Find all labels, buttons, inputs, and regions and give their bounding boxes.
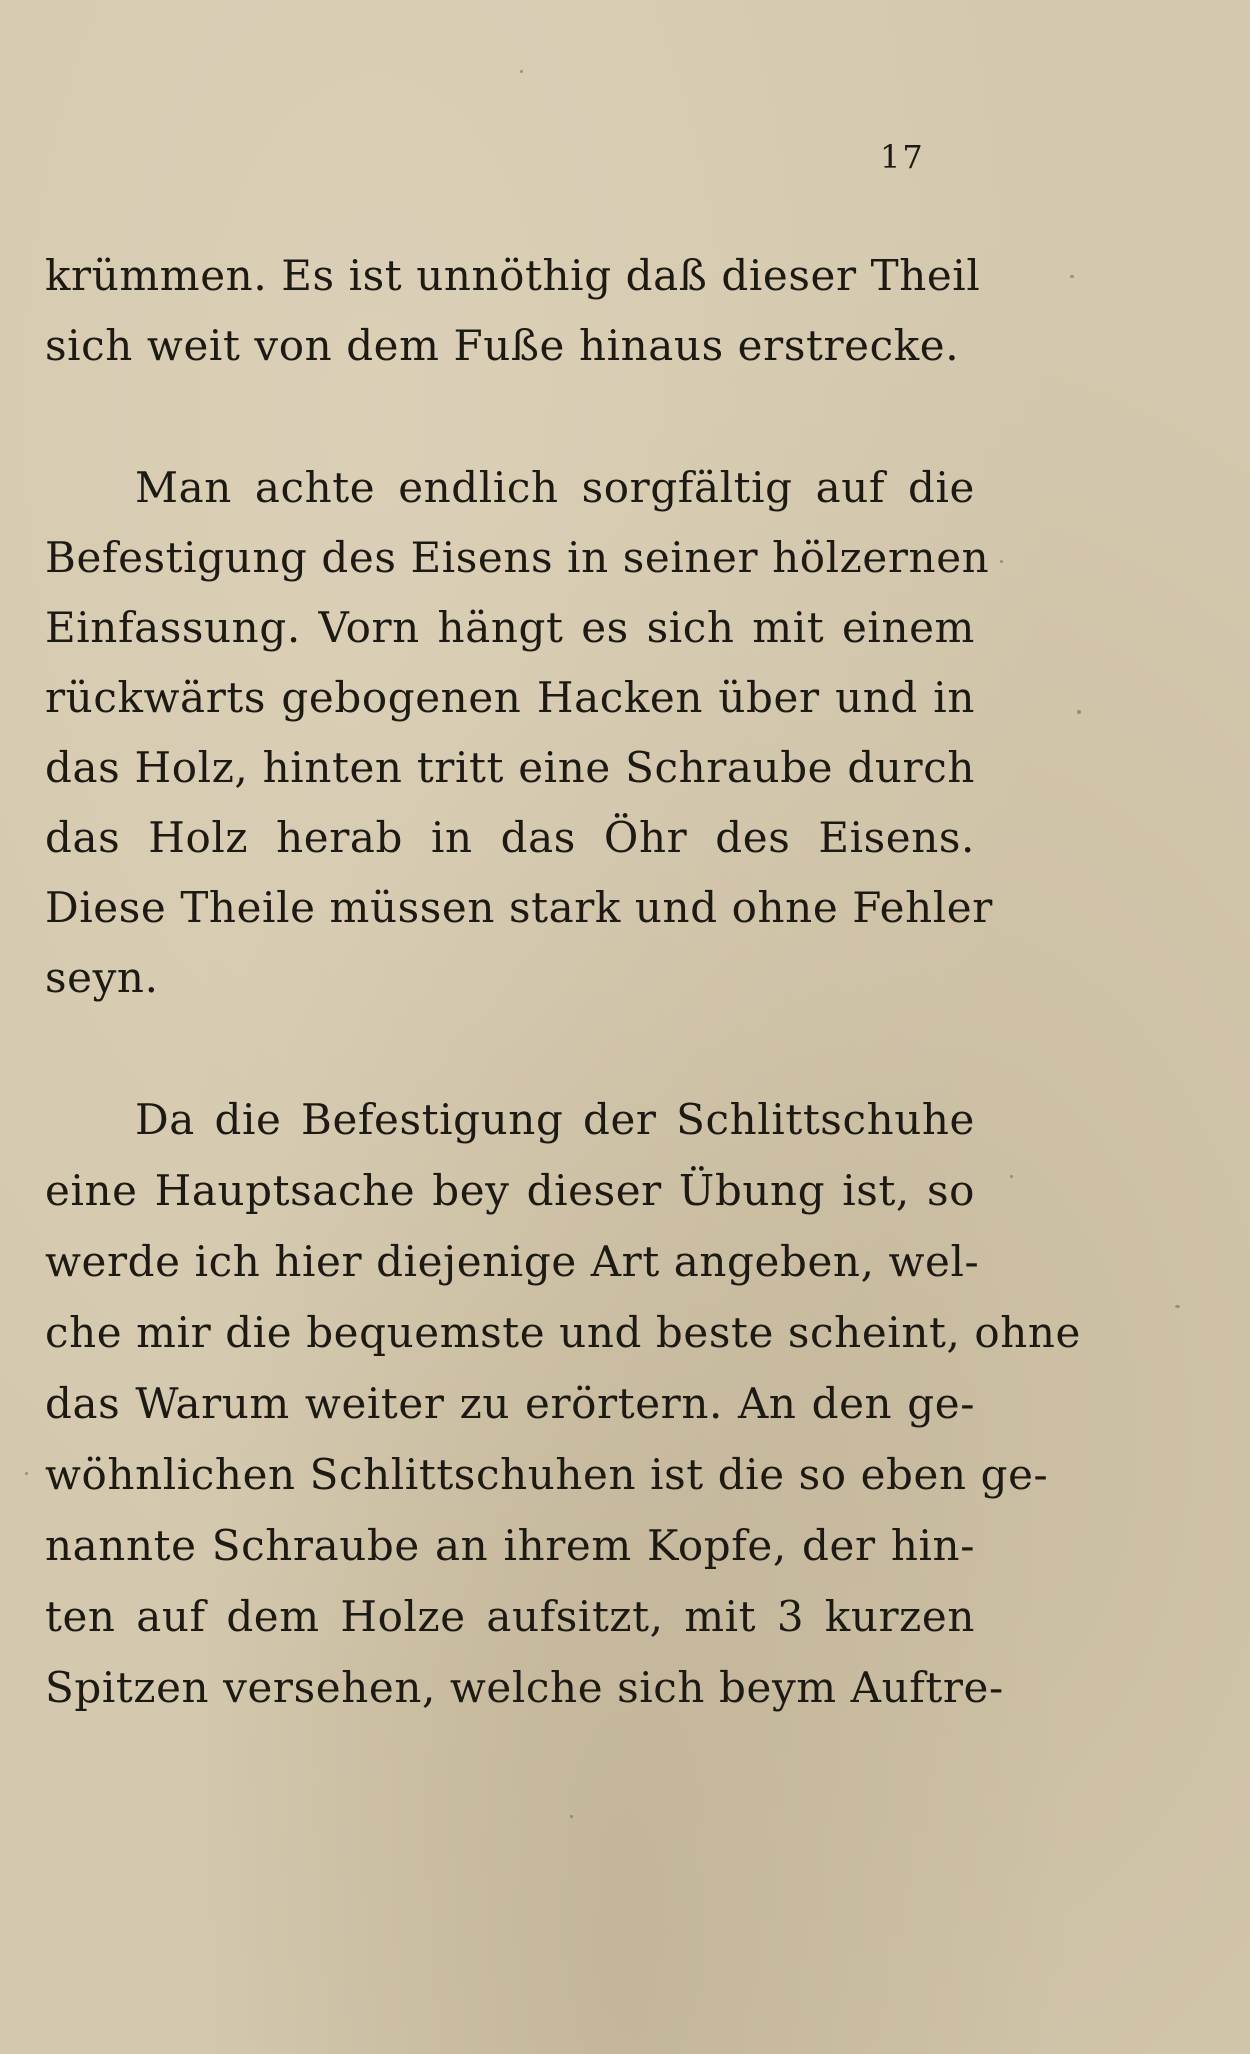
text-line: das Holz herab in das Öhr des Eisens.	[45, 813, 975, 862]
text-line: Da die Befestigung der Schlittschuhe	[135, 1095, 975, 1144]
text-line: seyn.	[45, 953, 159, 1002]
paper-speck	[1077, 710, 1081, 714]
paper-speck	[1000, 560, 1003, 563]
paper-speck	[520, 70, 523, 73]
paper-speck	[570, 1815, 573, 1818]
text-line: Befestigung des Eisens in seiner hölzernen	[45, 533, 990, 582]
text-line: che mir die bequemste und beste scheint, ohne	[45, 1308, 1081, 1357]
paper-speck	[1070, 275, 1074, 278]
paper-speck	[25, 1472, 28, 1475]
text-line: werde ich hier diejenige Art angeben, wel-	[45, 1237, 980, 1286]
text-line: eine Hauptsache bey dieser Übung ist, so	[45, 1166, 975, 1215]
text-line: Diese Theile müssen stark und ohne Fehler	[45, 883, 993, 932]
text-line: Spitzen versehen, welche sich beym Auftre-	[45, 1663, 1004, 1712]
page-number: 17	[880, 138, 925, 176]
text-line: Einfassung. Vorn hängt es sich mit einem	[45, 603, 975, 652]
text-line: ten auf dem Holze aufsitzt, mit 3 kurzen	[45, 1592, 975, 1641]
text-line: krümmen. Es ist unnöthig daß dieser Theil	[45, 251, 981, 300]
paper-speck	[1010, 1175, 1013, 1178]
text-line: wöhnlichen Schlittschuhen ist die so eben ge-	[45, 1450, 1049, 1499]
text-line: sich weit von dem Fuße hinaus erstrecke.	[45, 321, 960, 370]
text-line: rückwärts gebogenen Hacken über und in	[45, 673, 975, 722]
text-line: das Holz, hinten tritt eine Schraube durch	[45, 743, 975, 792]
paper-speck	[1175, 1305, 1180, 1308]
text-line: das Warum weiter zu erörtern. An den ge-	[45, 1379, 975, 1428]
text-line: Man achte endlich sorgfältig auf die	[135, 463, 975, 512]
text-line: nannte Schraube an ihrem Kopfe, der hin-	[45, 1521, 975, 1570]
